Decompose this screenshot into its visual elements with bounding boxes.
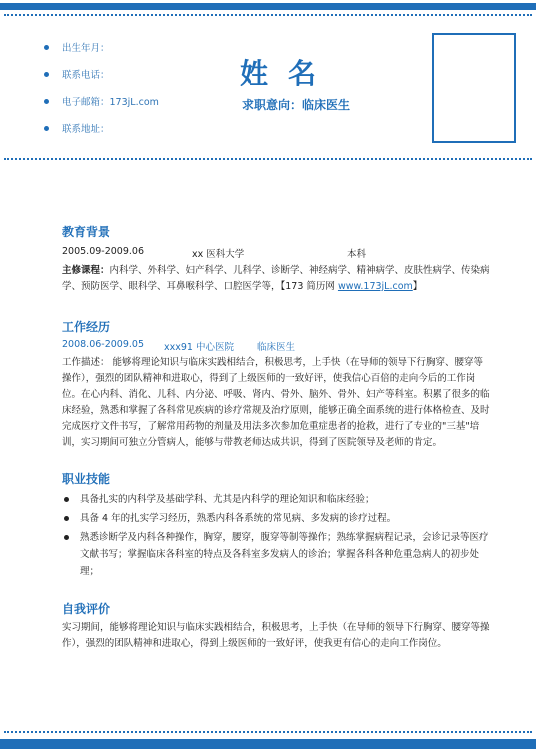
skill-item: 具备扎实的内科学及基础学科、尤其是内科学的理论知识和临床经验； — [62, 491, 492, 508]
info-label: 联系电话： — [62, 70, 110, 81]
work-title: 工作经历 — [62, 320, 111, 334]
info-label: 联系地址： — [62, 124, 110, 135]
work-position: 临床医生 — [257, 342, 296, 353]
work-description: 工作描述： 能够将理论知识与临床实践相结合，积极思考，上手快（在导师的领导下行胸穿、腰穿等操作），强烈的团队精神和进取心，得到了上级医师的一致好评，使我信心百倍的走向今后的工作岗位。在心内科、消化、儿科、内分泌、呼吸、肾内、骨外、脑外、骨外、妇产等科室。积累了很多的临床经验，熟悉和掌握了各科常见疾病的诊疗常规及治疗原则，能够正确全面系统的进行体格检查、及时完成医疗文件书写，了解常用药物的剂量及用法多次参加危重症患者的抢救，进行了专业的"三基"培训，实习期间可独立分管病人，能够与带教老师达成共识，得到了医院领导及老师的肯定。 — [62, 357, 490, 448]
site-link[interactable]: www.173jL.com — [337, 281, 413, 292]
work-hospital: xxx91 中心医院 — [164, 342, 234, 353]
education-courses — [62, 263, 492, 295]
header-dotted-divider — [4, 158, 532, 160]
bottom-bar — [0, 739, 536, 749]
info-label: 电子邮箱： — [62, 97, 110, 108]
info-label: 出生年月： — [62, 43, 110, 54]
education-date: 2005.09-2009.06 — [62, 246, 144, 257]
bullet-icon — [44, 99, 49, 104]
bullet-icon — [64, 535, 69, 540]
bullet-icon — [44, 45, 49, 50]
self-text: 实习期间，能够将理论知识与临床实践相结合，积极思考，上手快（在导师的领导下行胸穿、腰穿等操作），强烈的团队精神和进取心，得到上级医师的一致好评，使我更有信心的走向工作岗位。 — [62, 622, 490, 649]
self-title: 自我评价 — [62, 602, 111, 616]
bullet-icon — [64, 497, 69, 502]
courses-text: 内科学、外科学、妇产科学、儿科学、诊断学、神经病学、精神病学、皮肤性病学、传染病学、预防医学、眼科学、耳鼻喉科学、口腔医学等，【173 简历网 — [62, 265, 490, 292]
courses-label: 主修课程： — [62, 265, 110, 276]
bullet-icon — [44, 72, 49, 77]
bullet-icon — [64, 516, 69, 521]
education-degree: 本科 — [347, 249, 367, 260]
skill-item: 熟悉诊断学及内科各种操作，胸穿，腰穿，腹穿等制等操作；熟练掌握病程记录，会诊记录等医疗文献书写；掌握临床各科室的特点及各科室多发病人的诊治；掌握各科各种危重急病人的初步处理； — [62, 529, 492, 580]
education-school: xx 医科大学 — [192, 249, 245, 260]
info-value[interactable]: 173jL.com — [109, 97, 159, 108]
work-date: 2008.06-2009.05 — [62, 339, 144, 350]
top-bar — [0, 3, 536, 10]
skill-item: 具备 4 年的扎实学习经历，熟悉内科各系统的常见病、多发病的诊疗过程。 — [62, 510, 492, 527]
bottom-dotted-divider — [4, 731, 532, 733]
courses-end: 】 — [412, 281, 423, 292]
job-intent: 求职意向：临床医生 — [242, 98, 351, 112]
education-title: 教育背景 — [62, 225, 111, 239]
photo-placeholder[interactable] — [432, 33, 516, 143]
candidate-name: 姓名 — [240, 57, 337, 90]
top-dotted-divider — [4, 14, 532, 16]
skills-title: 职业技能 — [62, 472, 111, 486]
bullet-icon — [44, 126, 49, 131]
